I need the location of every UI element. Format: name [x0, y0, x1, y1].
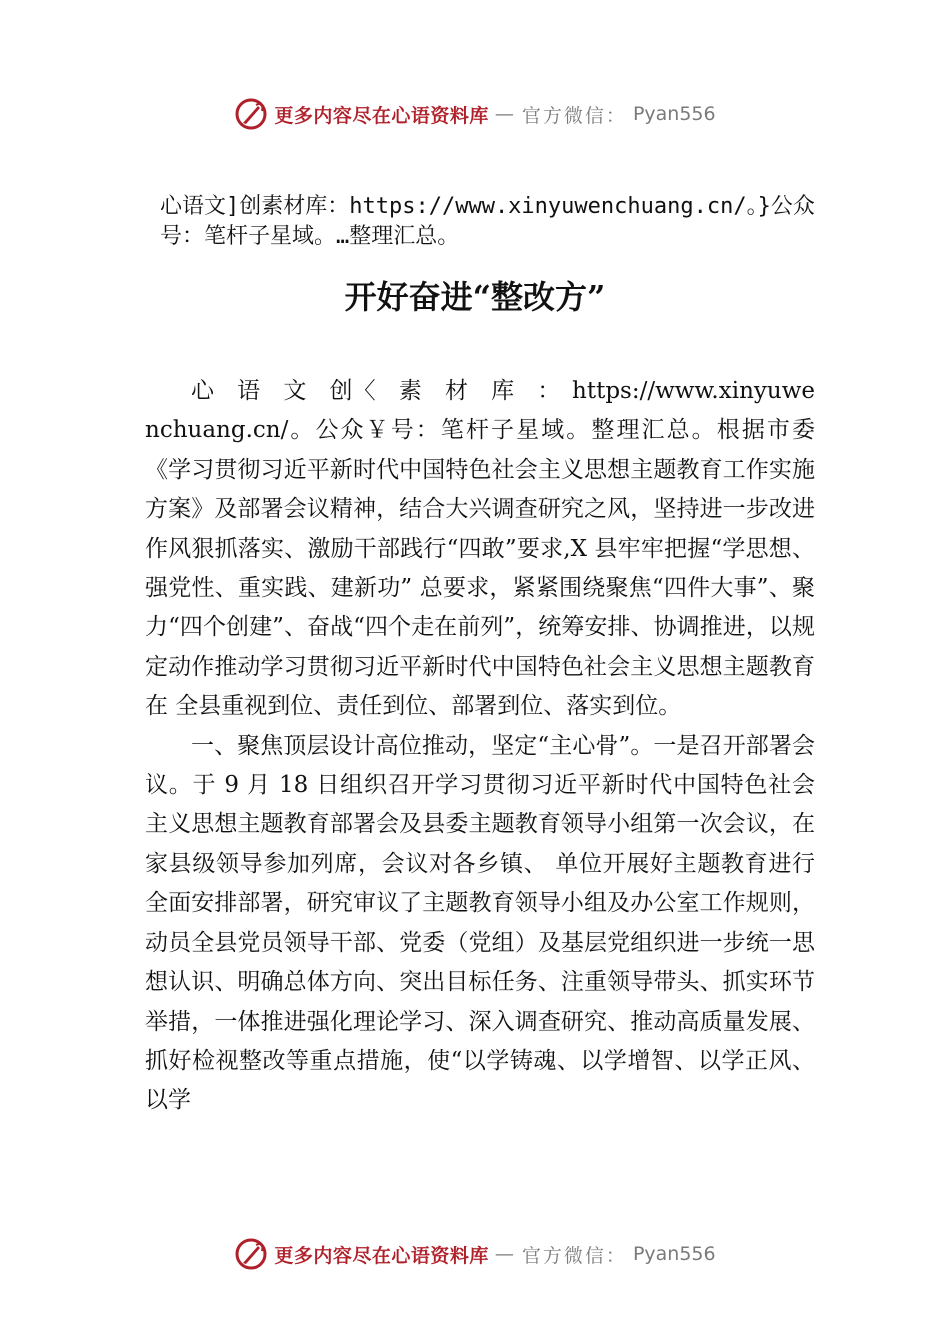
- banner-wechat-id: Pyan556: [632, 103, 716, 125]
- banner-wechat-label: 官方微信：: [521, 1244, 627, 1267]
- source-header-line: 心语文]创素材库：https://www.xinyuwenchuang.cn/。}公众号：笔杆子星域。…整理汇总。: [160, 194, 815, 249]
- banner-text: 更多内容尽在心语资料库: [274, 1244, 489, 1267]
- top-watermark-banner: [0, 94, 950, 134]
- quill-pen-logo-icon: [234, 1237, 268, 1271]
- banner-wechat-label: 官方微信：: [521, 104, 627, 127]
- paragraph-section-one: 一、聚焦顶层设计高位推动，坚定“主心骨”。一是召开部署会议。于 9 月 18 日组织召开学习贯彻习近平新时代中国特色社会主义思想主题教育部署会及县委主题教育领导小组第一次会议，在家县级领导参加列席，会议对各乡镇、 单位开展好主题教育进行全面安排部署，研究审议了主题教育领导小组及办公室工作规则，动员全县党员领导干部、党委（党组）及基层党组织进一步统一思想认识、明确总体方向、突出目标任务、注重领导带头、抓实环节举措，一体推进强化理论学习、深入调查研究、推动高质量发展、抓好检视整改等重点措施，使“以学铸魂、以学增智、以学正风、 以学: [145, 732, 815, 1114]
- banner-dash: —: [494, 103, 516, 125]
- quill-pen-logo-icon: [234, 97, 268, 131]
- document-body: [145, 372, 815, 1121]
- bottom-watermark-banner: [0, 1234, 950, 1274]
- banner-wechat-id: Pyan556: [632, 1243, 716, 1265]
- banner-dash: —: [494, 1243, 516, 1265]
- banner-text: 更多内容尽在心语资料库: [274, 104, 489, 127]
- document-title: 开好奋进“整改方”: [344, 278, 606, 316]
- paragraph-intro: 心 语 文 创〈 素 材 库 ： https://www.xinyuwenchuang.cn/。公众￥号：笔杆子星域。整理汇总。根据市委《学习贯彻习近平新时代中国特色社会主义思想主题教育工作实施方案》及部署会议精神，结合大兴调查研究之风，坚持进一步改进作风狠抓落实、激励干部践行“四敢”要求,X 县牢牢把握“学思想、强党性、重实践、建新功” 总要求，紧紧围绕聚焦“四件大事”、聚力“四个创建”、奋战“四个走在前列”，统筹安排、协调推进，以规定动作推动学习贯彻习近平新时代中国特色社会主义思想主题教育在 全县重视到位、责任到位、部署到位、落实到位。: [145, 378, 815, 720]
